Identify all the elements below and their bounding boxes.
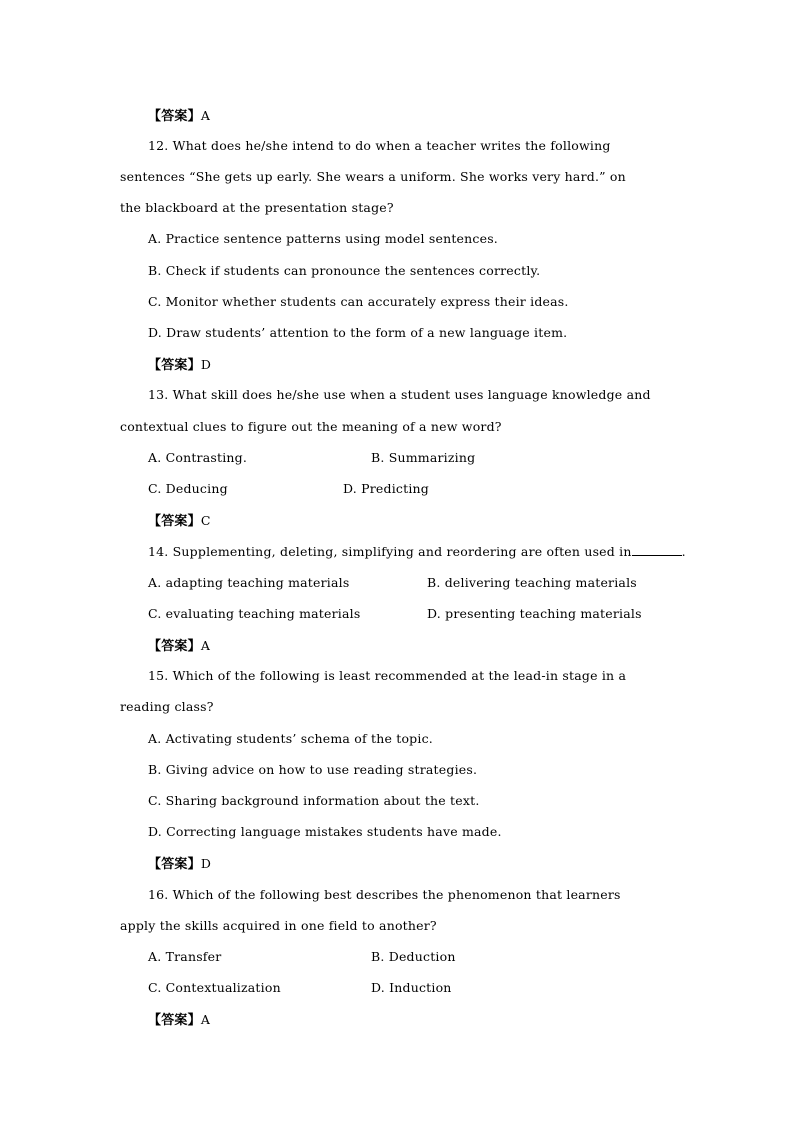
- question-15-option-d: D. Correcting language mistakes students have made.: [148, 824, 502, 839]
- answer-label: 【答案】: [148, 358, 201, 373]
- question-12-line-2: sentences “She gets up early. She wears a uniform. She works very hard.” on: [120, 169, 626, 184]
- question-12-line-3: the blackboard at the presentation stage?: [120, 200, 394, 215]
- question-14-line-1: [148, 543, 686, 559]
- question-13-line-1: 13. What skill does he/she use when a student uses language knowledge and: [148, 387, 651, 402]
- answer-letter: A: [200, 638, 211, 653]
- question-12-option-d: D. Draw students’ attention to the form of a new language item.: [148, 325, 568, 340]
- question-15-option-c: C. Sharing background information about the text.: [148, 793, 480, 808]
- question-13-option-c: C. Deducing: [148, 481, 228, 496]
- question-13-option-d: D. Predicting: [343, 481, 429, 496]
- question-12-line-1: 12. What does he/she intend to do when a teacher writes the following: [148, 138, 611, 153]
- answer-line: [148, 853, 211, 872]
- answer-letter: D: [200, 856, 212, 871]
- question-14-option-a: A. adapting teaching materials: [148, 575, 350, 590]
- question-14-option-b: B. delivering teaching materials: [427, 575, 637, 590]
- question-16-line-1: 16. Which of the following best describes the phenomenon that learners: [148, 887, 621, 902]
- question-13-option-a: A. Contrasting.: [148, 450, 248, 465]
- answer-letter: A: [200, 108, 211, 123]
- answer-line: [148, 1009, 210, 1028]
- question-14-text: 14. Supplementing, deleting, simplifying and reordering are often used in: [148, 544, 632, 559]
- question-12-option-a: A. Practice sentence patterns using model sentences.: [148, 231, 498, 246]
- question-14-option-d: D. presenting teaching materials: [427, 606, 642, 621]
- question-15-option-a: A. Activating students’ schema of the topic.: [148, 731, 433, 746]
- answer-label: 【答案】: [148, 639, 201, 654]
- question-16-option-c: C. Contextualization: [148, 980, 281, 995]
- answer-letter: C: [200, 513, 211, 528]
- answer-label: 【答案】: [148, 514, 201, 529]
- question-13-option-b: B. Summarizing: [371, 450, 476, 465]
- question-16-option-d: D. Induction: [371, 980, 452, 995]
- question-14-option-c: C. evaluating teaching materials: [148, 606, 361, 621]
- question-16-line-2: apply the skills acquired in one field to another?: [120, 918, 437, 933]
- answer-letter: A: [200, 1012, 211, 1027]
- answer-label: 【答案】: [148, 109, 201, 124]
- question-16-option-a: A. Transfer: [148, 949, 222, 964]
- question-15-line-1: 15. Which of the following is least recommended at the lead-in stage in a: [148, 668, 627, 683]
- question-15-option-b: B. Giving advice on how to use reading strategies.: [148, 762, 478, 777]
- answer-line: [148, 105, 210, 124]
- answer-line: [148, 635, 210, 654]
- answer-line: [148, 510, 211, 529]
- question-13-line-2: contextual clues to figure out the meaning of a new word?: [120, 419, 502, 434]
- question-15-line-2: reading class?: [120, 699, 214, 714]
- answer-label: 【答案】: [148, 857, 201, 872]
- question-12-option-c: C. Monitor whether students can accurately express their ideas.: [148, 294, 569, 309]
- answer-label: 【答案】: [148, 1013, 201, 1028]
- question-16-option-b: B. Deduction: [371, 949, 456, 964]
- answer-line: [148, 354, 211, 373]
- question-12-option-b: B. Check if students can pronounce the sentences correctly.: [148, 263, 541, 278]
- answer-blank: [632, 543, 682, 556]
- question-14-period: .: [681, 544, 686, 559]
- answer-letter: D: [200, 357, 212, 372]
